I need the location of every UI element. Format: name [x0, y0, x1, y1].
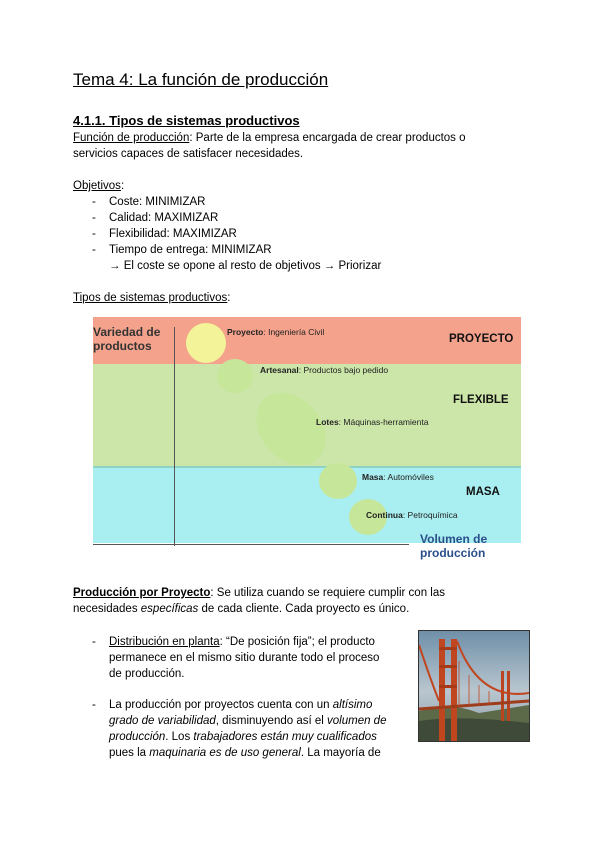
golden-gate-bridge-photo [418, 630, 530, 742]
definition-line-2: servicios capaces de satisfacer necesidades. [73, 148, 304, 160]
project-line-1: Producción por Proyecto: Se utiliza cuando se requiere cumplir con las [73, 587, 445, 599]
x-axis-label: Volumen de producción [420, 532, 488, 560]
proyecto-blob [186, 323, 226, 363]
definition-line-1 [73, 130, 466, 146]
band-label-masa: MASA [466, 486, 500, 498]
item-label-proyecto: Proyecto: Ingeniería Civil [227, 327, 325, 337]
production-systems-diagram [93, 317, 521, 563]
y-axis [174, 327, 175, 546]
artesanal-blob [217, 359, 253, 393]
x-axis [93, 544, 409, 545]
objective-item: - Calidad: MAXIMIZAR [92, 212, 219, 224]
section-heading: 4.1.1. Tipos de sistemas productivos [73, 113, 300, 128]
project-heading: Producción por Proyecto [73, 587, 211, 599]
bullet-1-line-1: - Distribución en planta: “De posición fija”; el producto [92, 636, 375, 648]
objective-item: - Flexibilidad: MAXIMIZAR [92, 228, 237, 240]
bullet-2-line-1: - La producción por proyectos cuenta con un altísimo [92, 699, 373, 711]
objectives-note: → El coste se opone al resto de objetivos → Priorizar [109, 260, 382, 272]
y-axis-label: Variedad de productos [93, 325, 161, 353]
item-label-artesanal: Artesanal: Productos bajo pedido [260, 365, 389, 375]
bullet-2-line-4: pues la maquinaria es de uso general. La mayoría de [109, 747, 381, 759]
bullet-1-line-2: permanece en el mismo sitio durante todo el proceso [109, 652, 380, 664]
definition-term: Función de producción [73, 132, 190, 144]
band-label-flexible: FLEXIBLE [453, 394, 509, 406]
bullet-2-line-2: grado de variabilidad, disminuyendo así el volumen de [109, 715, 387, 727]
band-label-proyecto: PROYECTO [449, 333, 514, 345]
bridge-image-icon [419, 631, 529, 741]
objective-item: - Tiempo de entrega: MINIMIZAR [92, 244, 272, 256]
definition-text: : Parte de la empresa encargada de crear productos o [189, 132, 466, 144]
item-label-masa: Masa: Automóviles [362, 472, 434, 482]
objective-item: - Coste: MINIMIZAR [92, 196, 206, 208]
bullet-1-line-3: de producción. [109, 668, 185, 680]
item-label-continua: Continua: Petroquímica [366, 510, 458, 520]
page-title: Tema 4: La función de producción [73, 70, 329, 89]
band-divider [93, 466, 521, 468]
types-heading: Tipos de sistemas productivos: [73, 292, 231, 304]
masa-blob [319, 463, 357, 499]
objectives-heading: Objetivos: [73, 180, 125, 192]
item-label-lotes: Lotes: Máquinas-herramienta [316, 417, 429, 427]
project-line-2: necesidades específicas de cada cliente. Cada proyecto es único. [73, 603, 410, 615]
bullet-2-line-3: producción. Los trabajadores están muy cualificados [109, 731, 377, 743]
